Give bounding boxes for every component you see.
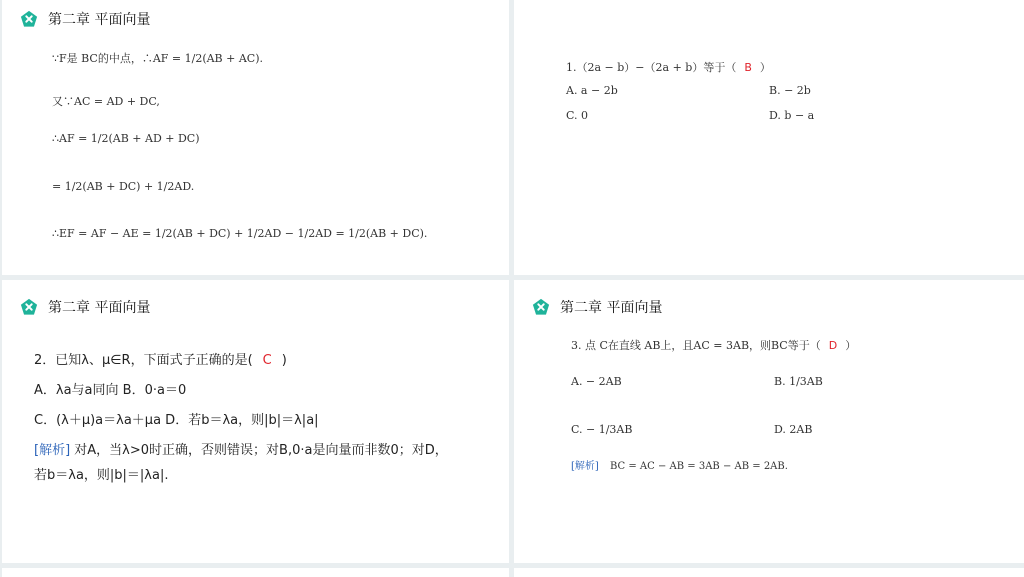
option-b: B. − 2b	[769, 84, 811, 97]
analysis-tag: [解析]	[571, 461, 599, 472]
proof-line-4: = 1/2(AB + DC) + 1/2AD.	[52, 180, 195, 193]
chapter-title: 第二章 平面向量	[48, 300, 151, 316]
option-b: B. 1/3AB	[774, 375, 823, 388]
question-1	[566, 59, 771, 75]
analysis-line-2: 若b＝λa，则|b|＝|λa|.	[34, 468, 169, 483]
pentagon-logo-icon	[20, 10, 38, 28]
proof-line-3: ∴AF = 1/2(AB + AD + DC)	[52, 132, 200, 145]
option-d: D. 2AB	[774, 423, 813, 436]
slide-header	[20, 296, 150, 318]
question-1-close: ）	[759, 61, 771, 74]
slide-header	[20, 8, 150, 30]
proof-line-5: ∴EF = AF − AE = 1/2(AB + DC) + 1/2AD − 1/2AD = 1/2(AB + DC).	[52, 227, 428, 240]
question-3-text: 3. 点 C在直线 AB上，且AC = 3AB，则BC等于（	[571, 339, 821, 352]
option-c: C. − 1/3AB	[571, 423, 633, 436]
analysis-text: BC = AC − AB = 3AB − AB = 2AB.	[610, 461, 788, 472]
pentagon-logo-icon	[532, 298, 550, 316]
slide-header	[532, 296, 662, 318]
slide-4	[514, 280, 1024, 563]
slide-5-partial	[2, 568, 509, 577]
chapter-title: 第二章 平面向量	[560, 300, 663, 316]
question-2	[34, 349, 287, 368]
analysis-tag: [解析]	[34, 443, 71, 458]
proof-line-2: 又∵AC = AD + DC,	[52, 95, 160, 108]
question-2-text: 2．已知λ、μ∈R，下面式子正确的是(	[34, 353, 253, 368]
answer-mark: C	[262, 353, 272, 368]
answer-mark: B	[744, 61, 752, 74]
analysis-line-1	[34, 439, 448, 458]
question-3-close: ）	[845, 339, 857, 352]
option-a: A. − 2AB	[571, 375, 622, 388]
question-3	[571, 337, 856, 353]
slide-1	[2, 0, 509, 275]
chapter-title: 第二章 平面向量	[48, 12, 151, 28]
slide-3	[2, 280, 509, 563]
question-2-close: )	[281, 353, 287, 368]
pentagon-logo-icon	[20, 298, 38, 316]
slide-6-partial	[514, 568, 1024, 577]
proof-line-1: ∵F是 BC的中点，∴AF = 1/2(AB + AC).	[52, 52, 263, 65]
option-d: D. b − a	[769, 109, 815, 122]
question-1-text: 1.（2a − b）−（2a + b）等于（	[566, 61, 737, 74]
options-row-2: C．(λ＋μ)a＝λa＋μa D．若b＝λa，则|b|＝λ|a|	[34, 413, 319, 428]
slide-2	[514, 0, 1024, 275]
option-a: A. a − 2b	[566, 84, 618, 97]
analysis-line	[571, 457, 788, 472]
analysis-text-1: 对A，当λ>0时正确，否则错误；对B,0·a是向量而非数0；对D，	[70, 443, 448, 458]
options-row-1: A．λa与a同向 B．0·a＝0	[34, 383, 187, 398]
answer-mark: D	[828, 339, 838, 352]
option-c: C. 0	[566, 109, 589, 122]
